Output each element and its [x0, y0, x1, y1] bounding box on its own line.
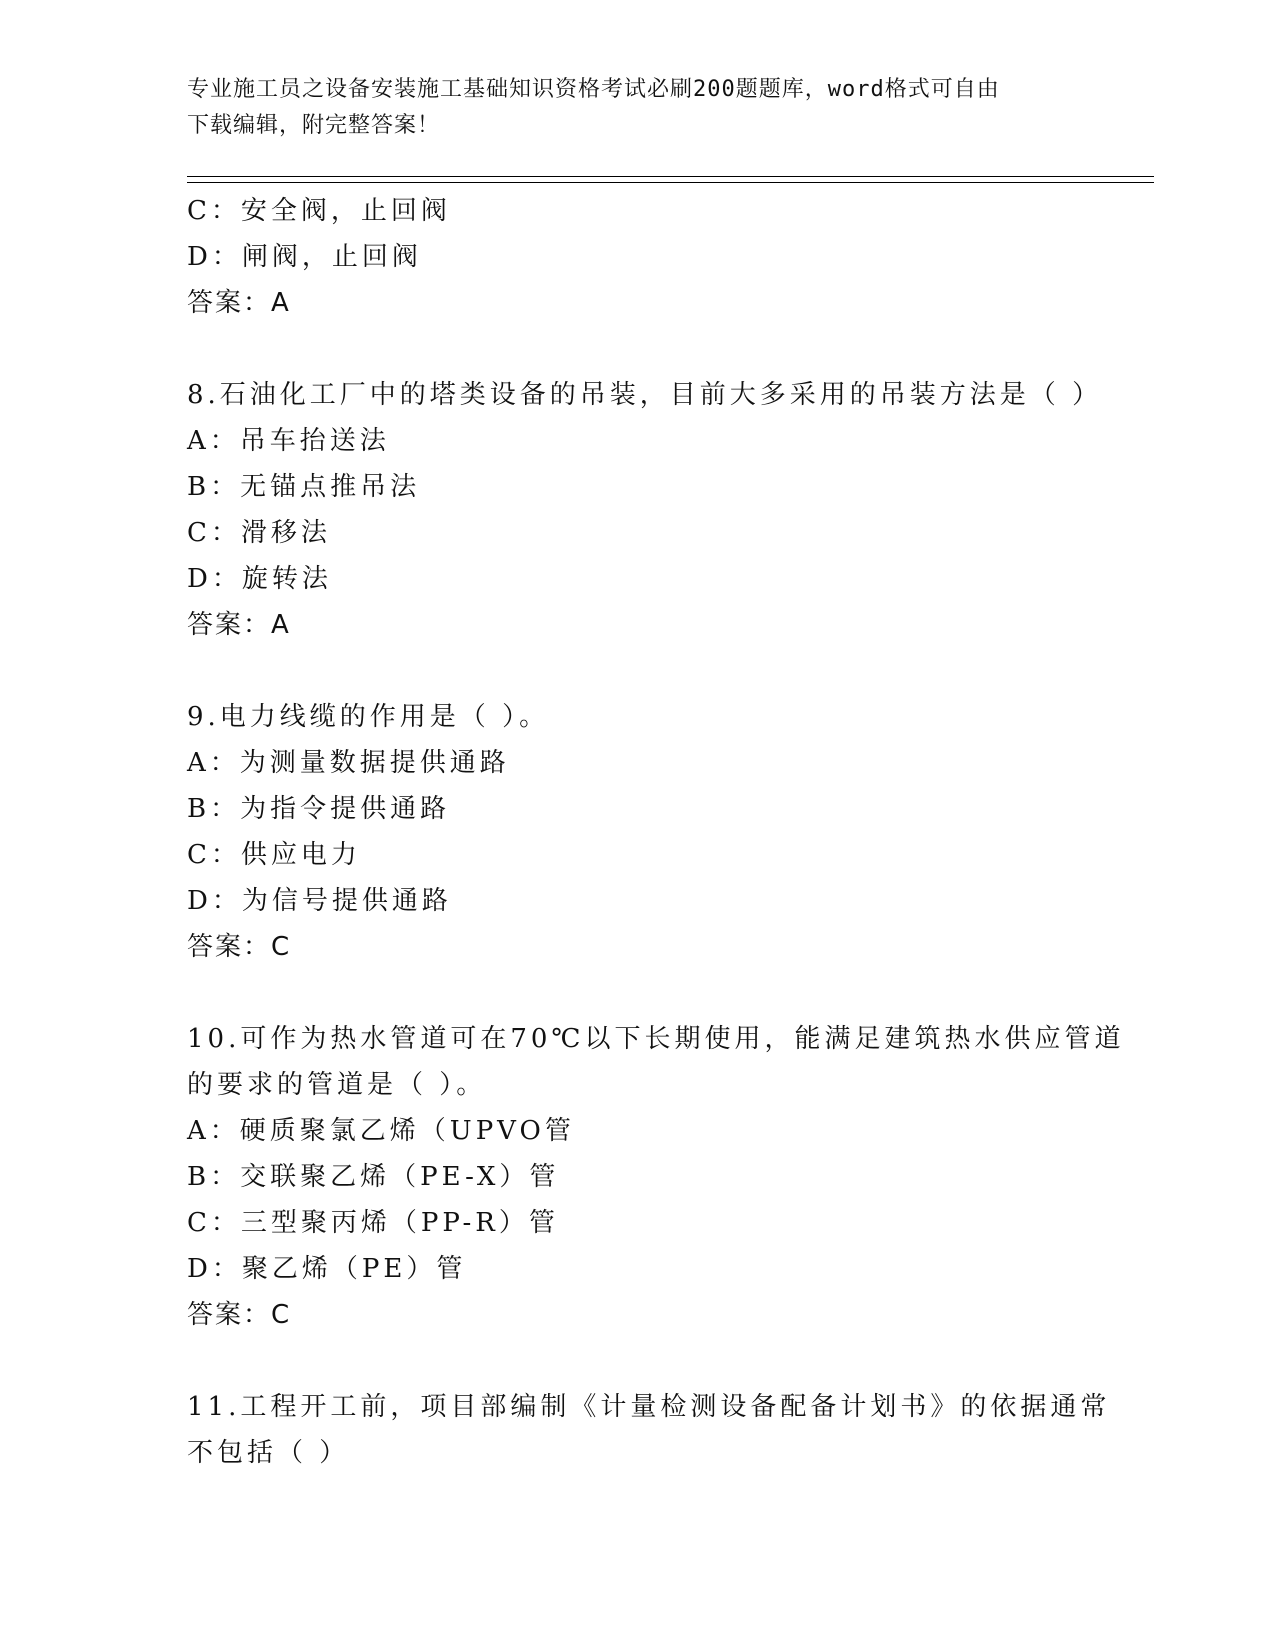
question-8-title: 8.石油化工厂中的塔类设备的吊装，目前大多采用的吊装方法是（ ） [187, 380, 1103, 410]
header-divider-bottom [187, 182, 1154, 183]
question-10-answer: 答案：C [187, 1300, 292, 1330]
question-10-option-b: B：交联聚乙烯（PE-X）管 [187, 1162, 560, 1192]
option-c: C：安全阀，止回阀 [187, 196, 451, 226]
spacer [187, 970, 1087, 1016]
header-title-line-1: 专业施工员之设备安装施工基础知识资格考试必刷200题题库，word格式可自由 [187, 77, 1000, 102]
document-header [187, 72, 1087, 144]
question-10-title-line-1: 10.可作为热水管道可在70℃以下长期使用，能满足建筑热水供应管道 [187, 1024, 1125, 1054]
question-9-answer: 答案：C [187, 932, 292, 962]
question-8-option-c: C：滑移法 [187, 518, 331, 548]
question-10-option-c: C：三型聚丙烯（PP-R）管 [187, 1208, 559, 1238]
spacer [187, 1338, 1087, 1384]
question-10-option-a: A：硬质聚氯乙烯（UPVO管 [187, 1116, 575, 1146]
question-8-answer: 答案：A [187, 610, 291, 640]
spacer [187, 326, 1087, 372]
question-10-option-d: D：聚乙烯（PE）管 [187, 1254, 467, 1284]
question-8-option-a: A：吊车抬送法 [187, 426, 390, 456]
question-8-option-b: B：无锚点推吊法 [187, 472, 421, 502]
question-11-title-line-2: 不包括（ ） [187, 1438, 350, 1468]
header-divider-top [187, 176, 1154, 177]
option-d: D：闸阀，止回阀 [187, 242, 422, 272]
question-11-title-line-1: 11.工程开工前，项目部编制《计量检测设备配备计划书》的依据通常 [187, 1392, 1111, 1422]
header-title-line-2: 下载编辑，附完整答案！ [187, 113, 441, 138]
question-10-title-line-2: 的要求的管道是（ ）。 [187, 1070, 487, 1100]
spacer [187, 648, 1087, 694]
question-content [187, 188, 1125, 1476]
question-9-option-d: D：为信号提供通路 [187, 886, 452, 916]
answer-line: 答案：A [187, 288, 291, 318]
question-9-title: 9.电力线缆的作用是（ ）。 [187, 702, 550, 732]
question-9-option-b: B：为指令提供通路 [187, 794, 451, 824]
question-9-option-c: C：供应电力 [187, 840, 361, 870]
question-9-option-a: A：为测量数据提供通路 [187, 748, 510, 778]
question-8-option-d: D：旋转法 [187, 564, 332, 594]
